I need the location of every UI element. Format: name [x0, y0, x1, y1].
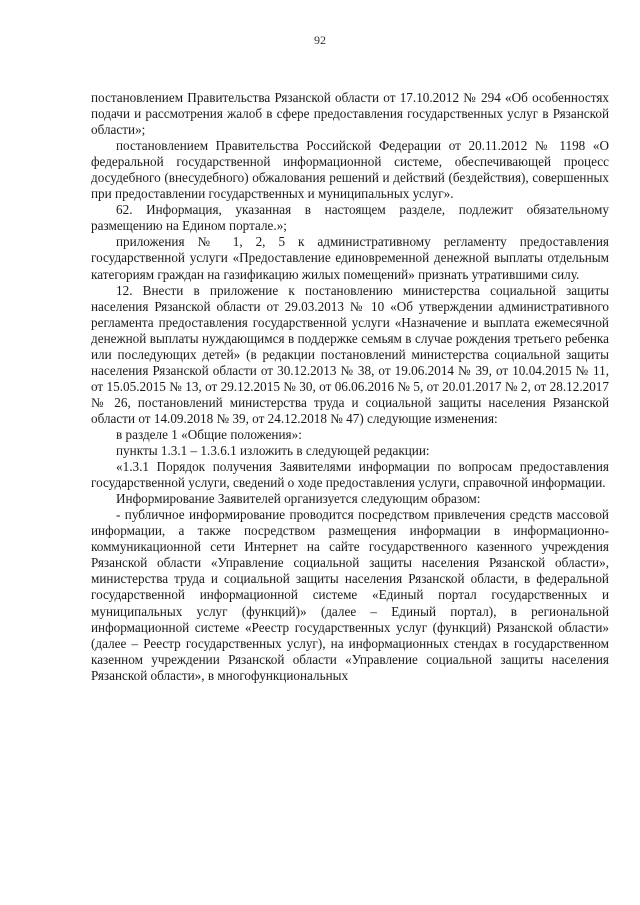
- paragraph: приложения № 1, 2, 5 к административному регламенту предоставления государственной услуги «Предоставление единовременной денежной выплаты отдельным категориям граждан на газификацию жилых помещений» признать утратившими силу.: [91, 234, 609, 282]
- page-number: 92: [314, 33, 326, 47]
- paragraph: постановлением Правительства Российской Федерации от 20.11.2012 № 1198 «О федеральной государственной информационной системе, обеспечивающей процесс досудебного (внесудебного) обжалования решений и действий (бездействия), совершенных при предоставлении государственных и муниципальных услуг».: [91, 138, 609, 202]
- paragraph: 12. Внести в приложение к постановлению министерства социальной защиты населения Рязанской области от 29.03.2013 № 10 «Об утверждении административного регламента предоставления государственной услуги «Назначение и выплата ежемесячной денежной выплаты нуждающимся в поддержке семьям в случае рождения третьего ребенка или последующих детей» (в редакции постановлений министерства социальной защиты населения Рязанской области от 30.12.2013 № 38, от 19.06.2014 № 39, от 10.04.2015 № 11, от 15.05.2015 № 13, от 29.12.2015 № 30, от 06.06.2016 № 5, от 20.01.2017 № 2, от 28.12.2017 № 26, постановлений министерства труда и социальной защиты населения Рязанской области от 14.09.2018 № 39, от 24.12.2018 № 47) следующие изменения:: [91, 282, 609, 426]
- document-body: [91, 90, 609, 684]
- paragraph: пункты 1.3.1 – 1.3.6.1 изложить в следующей редакции:: [116, 443, 430, 459]
- paragraph: в разделе 1 «Общие положения»:: [116, 426, 302, 442]
- paragraph: постановлением Правительства Рязанской области от 17.10.2012 № 294 «Об особенностях подачи и рассмотрения жалоб в сфере предоставления государственных услуг в Рязанской области»;: [91, 90, 609, 138]
- paragraph: - публичное информирование проводится посредством привлечения средств массовой информации, а также посредством размещения информации в информационно-коммуникационной сети Интернет на сайте государственного казенного учреждения Рязанской области «Управление социальной защиты населения Рязанской области», министерства труда и социальной защиты населения Рязанской области, в федеральной государственной информационной системе «Единый портал государственных и муниципальных услуг (функций)» (далее – Единый портал), в региональной информационной системе «Реестр государственных услуг (функций) Рязанской области» (далее – Реестр государственных услуг), на информационных стендах в государственном казенном учреждении Рязанской области «Управление социальной защиты населения Рязанской области», в многофункциональных: [91, 507, 609, 683]
- paragraph: «1.3.1 Порядок получения Заявителями информации по вопросам предоставления государственной услуги, сведений о ходе предоставления услуги, справочной информации.: [91, 459, 609, 491]
- paragraph: Информирование Заявителей организуется следующим образом:: [116, 491, 481, 507]
- paragraph: 62. Информация, указанная в настоящем разделе, подлежит обязательному размещению на Едином портале.»;: [91, 202, 609, 234]
